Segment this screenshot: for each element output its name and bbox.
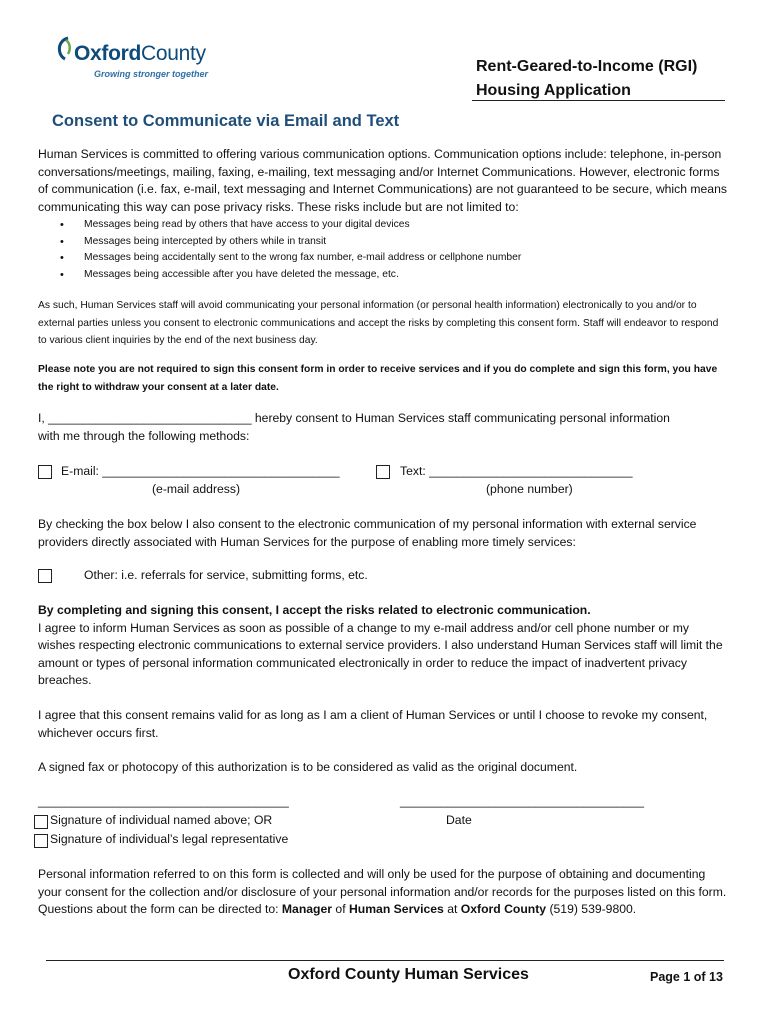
signature-self-checkbox[interactable] xyxy=(34,815,48,829)
consent-statement xyxy=(38,410,728,445)
external-consent-paragraph: By checking the box below I also consent to the electronic communication of my personal information with external service providers directly associated with Human Services for the purpose of enabling more timely services: xyxy=(38,517,697,549)
text-checkbox[interactable] xyxy=(376,465,390,479)
oxford-county-logo xyxy=(56,36,216,86)
list-item: • Messages being accessible after you have deleted the message, etc. xyxy=(58,267,521,284)
consent-line-suffix: with me through the following methods: xyxy=(38,428,250,443)
list-item: • Messages being intercepted by others while in transit xyxy=(58,234,521,251)
section-heading: Consent to Communicate via Email and Text xyxy=(52,112,400,130)
date-line[interactable]: ____________________________________ xyxy=(400,794,645,808)
page-number: Page 1 of 13 xyxy=(650,970,723,984)
list-item: • Messages being accidentally sent to the wrong fax number, e-mail address or cellphone number xyxy=(58,250,521,267)
agree-inform-paragraph: I agree to inform Human Services as soon as possible of a change to my e-mail address and/or cell phone number or my wishes respecting electronic communications to external service providers. I also understand Human Services staff will limit the amount or types of personal information communicated electronically in order to reduce the impact of inadvertent privacy breaches. xyxy=(38,620,723,687)
signed-fax-paragraph: A signed fax or photocopy of this authorization is to be considered as valid as the original document. xyxy=(38,760,578,774)
text-field[interactable]: Text: ______________________________ xyxy=(400,464,633,478)
acceptance-block xyxy=(38,602,728,690)
email-field[interactable]: E-mail: ___________________________________ xyxy=(61,464,340,478)
other-option-label: Other: i.e. referrals for service, submitting forms, etc. xyxy=(84,568,368,582)
privacy-notice: Personal information referred to on this form is collected and will only be used for the purpose of obtaining and documenting your consent for the collection and/or disclosure of your personal information and/or records for the purposes listed on this form. Questions about the form can be directed to: Manager of Human Services at Oxford County (519) 539-9800. xyxy=(38,867,727,916)
logo-wordmark: OxfordCounty xyxy=(74,42,206,65)
signature-line[interactable]: _____________________________________ xyxy=(38,794,289,808)
document-title: Rent-Geared-to-Income (RGI) Housing Application xyxy=(476,58,698,99)
risks-accept-statement: By completing and signing this consent, I accept the risks related to electronic communication. xyxy=(38,603,591,617)
email-caption: (e-mail address) xyxy=(152,482,241,496)
signature-representative-label: Signature of individual’s legal representative xyxy=(50,832,289,846)
email-checkbox[interactable] xyxy=(38,465,52,479)
other-checkbox[interactable] xyxy=(38,569,52,583)
list-item: • Messages being read by others that have access to your digital devices xyxy=(58,217,521,234)
text-caption: (phone number) xyxy=(486,482,573,496)
please-note-paragraph: Please note you are not required to sign this consent form in order to receive services and if you do complete and sign this form, you have the right to withdraw your consent at a later date. xyxy=(38,364,718,393)
valid-consent-paragraph: I agree that this consent remains valid for as long as I am a client of Human Services or until I choose to revoke my consent, whichever occurs first. xyxy=(38,708,708,740)
date-label: Date xyxy=(446,813,472,827)
logo-tagline: Growing stronger together xyxy=(94,69,209,79)
as-such-paragraph: As such, Human Services staff will avoid communicating your personal information (or personal health information) electronically to you and/or to external parties unless you consent to electronic communications and accept the risks by completing this consent form. Staff will endeavor to respond to various client inquiries by the end of the next business day. xyxy=(38,300,719,346)
title-rule xyxy=(472,100,725,101)
intro-paragraph: Human Services is committed to offering various communication options. Communication options include: telephone, in-person conversations/meetings, mailing, faxing, e-mailing, text messaging and/or Internet Communications. However, electronic forms of communication (i.e. fax, e-mail, text messaging and Internet Communications) are not guaranteed to be secure, which means communicating this way can pose privacy risks. These risks include but are not limited to: xyxy=(38,147,727,214)
footer-rule xyxy=(46,960,724,961)
consent-line-prefix: I, ______________________________ hereby consent to Human Services staff communicating personal information xyxy=(38,411,670,425)
footer-title: Oxford County Human Services xyxy=(288,966,529,983)
risks-list xyxy=(58,217,521,283)
signature-representative-checkbox[interactable] xyxy=(34,834,48,848)
signature-self-label: Signature of individual named above; OR xyxy=(50,813,273,827)
